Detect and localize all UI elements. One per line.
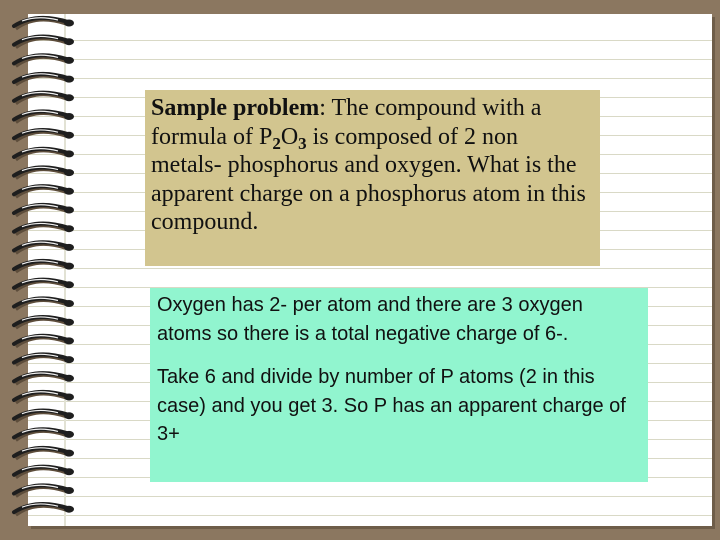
binding-ring	[14, 167, 74, 178]
problem-text: : The compound with a formula of P	[151, 95, 542, 150]
binding-ring	[14, 317, 74, 328]
answer-paragraph-2: Take 6 and divide by number of P atoms (2 in this case) and you get 3. So P has an apparent charge of 3+	[157, 366, 626, 445]
binding-ring	[14, 186, 74, 197]
sample-problem-box	[145, 90, 600, 266]
binding-ring	[14, 74, 74, 85]
binding-ring	[14, 55, 74, 66]
subscript-3: 3	[298, 133, 307, 153]
problem-heading: Sample problem	[151, 95, 320, 121]
binding-ring	[14, 504, 74, 515]
problem-text-oxygen: O	[280, 123, 299, 150]
binding-ring	[14, 448, 74, 459]
binding-ring	[14, 392, 74, 403]
binding-ring	[14, 298, 74, 309]
binding-ring	[14, 354, 74, 365]
binding-ring	[14, 205, 74, 216]
binding-ring	[14, 261, 74, 272]
answer-box	[150, 288, 648, 482]
binding-ring	[14, 93, 74, 104]
binding-ring	[14, 149, 74, 160]
problem-text-rest: is composed of 2 non metals- phosphorus and oxygen. What is the apparent charge on a phosphorus atom in this compound.	[151, 123, 586, 235]
binding-ring	[14, 410, 74, 421]
subscript-2: 2	[272, 133, 281, 153]
binding-ring	[14, 280, 74, 291]
binding-ring	[14, 223, 74, 234]
binding-ring	[14, 242, 74, 253]
binding-ring	[14, 373, 74, 384]
spiral-binding	[0, 0, 90, 540]
binding-ring	[14, 18, 74, 29]
binding-ring	[14, 467, 74, 478]
binding-ring	[14, 130, 74, 141]
answer-paragraph-1: Oxygen has 2- per atom and there are 3 oxygen atoms so there is a total negative charge of 6-.	[157, 294, 583, 345]
binding-ring	[14, 336, 74, 347]
binding-ring	[14, 429, 74, 440]
binding-ring	[14, 111, 74, 122]
binding-ring	[14, 485, 74, 496]
binding-ring	[14, 36, 74, 47]
